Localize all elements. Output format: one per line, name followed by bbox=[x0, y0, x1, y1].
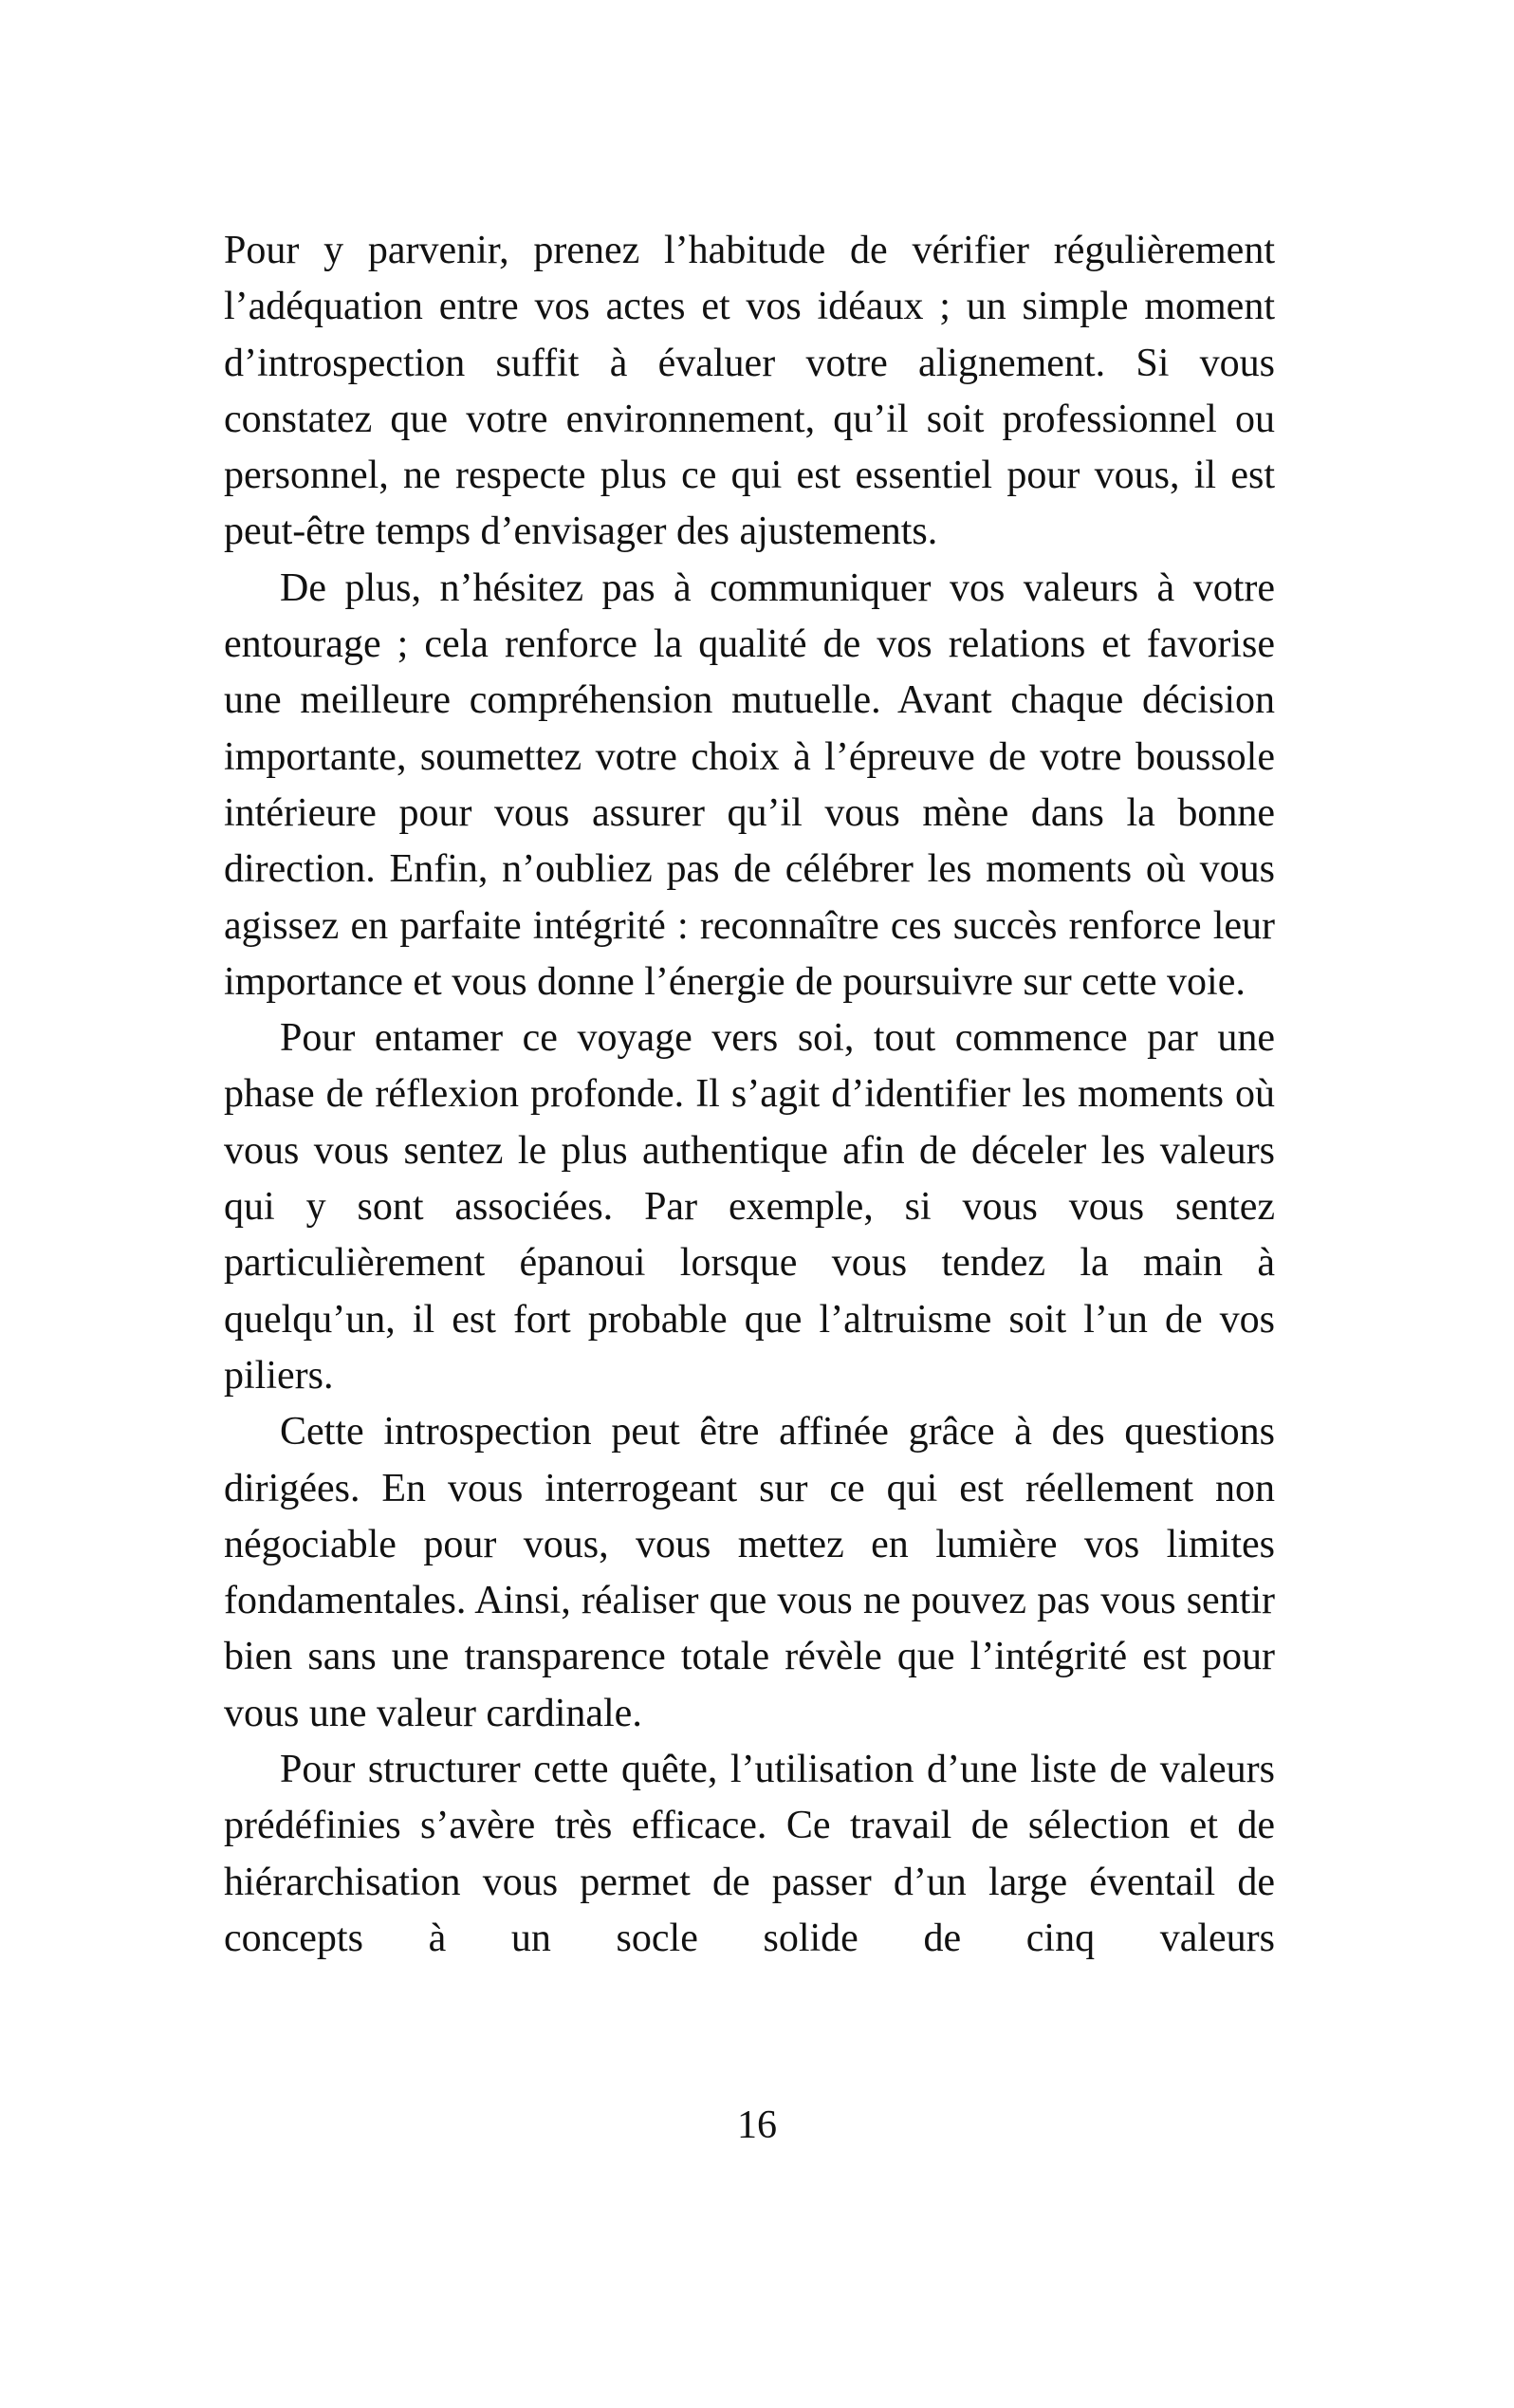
paragraph-4: Cette introspection peut être affinée grâce à des questions dirigées. En vous interrogeant sur ce qui est réellement non négociable pour vous, vous mettez en lumière vos limites fondamentales. Ainsi, réaliser que vous ne pouvez pas vous sentir bien sans une transparence totale révèle que l’intégrité est pour vous une valeur cardinale. bbox=[224, 1410, 1275, 1735]
paragraph-2: De plus, n’hésitez pas à communiquer vos valeurs à votre entourage ; cela renforce la qualité de vos relations et favorise une meilleure compréhension mutuelle. Avant chaque décision importante, soumettez votre choix à l’épreuve de votre boussole intérieure pour vous assurer qu’il vous mène dans la bonne direction. Enfin, n’oubliez pas de célébrer les moments où vous agissez en parfaite intégrité : reconnaître ces succès renforce leur importance et vous donne l’énergie de poursuivre sur cette voie. bbox=[224, 565, 1275, 1004]
paragraph-3: Pour entamer ce voyage vers soi, tout commence par une phase de réflexion profonde. Il s’agit d’identifier les moments où vous vous sentez le plus authentique afin de déceler les valeurs qui y sont associées. Par exemple, si vous vous sentez particulièrement épanoui lorsque vous tendez la main à quelqu’un, il est fort probable que l’altruisme soit l’un de vos piliers. bbox=[224, 1016, 1275, 1398]
body-text bbox=[224, 223, 1275, 1967]
page-number: 16 bbox=[737, 2103, 777, 2147]
paragraph-5: Pour structurer cette quête, l’utilisation d’une liste de valeurs prédéfinies s’avère très efficace. Ce travail de sélection et de hiérarchisation vous permet de passer d’un large éventail de concepts à un socle solide de cinq valeurs bbox=[224, 1748, 1275, 1960]
paragraph-1: Pour y parvenir, prenez l’habitude de vérifier régulièrement l’adéquation entre vos actes et vos idéaux ; un simple moment d’introspection suffit à évaluer votre alignement. Si vous constatez que votre environnement, qu’il soit professionnel ou personnel, ne respecte plus ce qui est essentiel pour vous, il est peut-être temps d’envisager des ajustements. bbox=[224, 229, 1275, 554]
